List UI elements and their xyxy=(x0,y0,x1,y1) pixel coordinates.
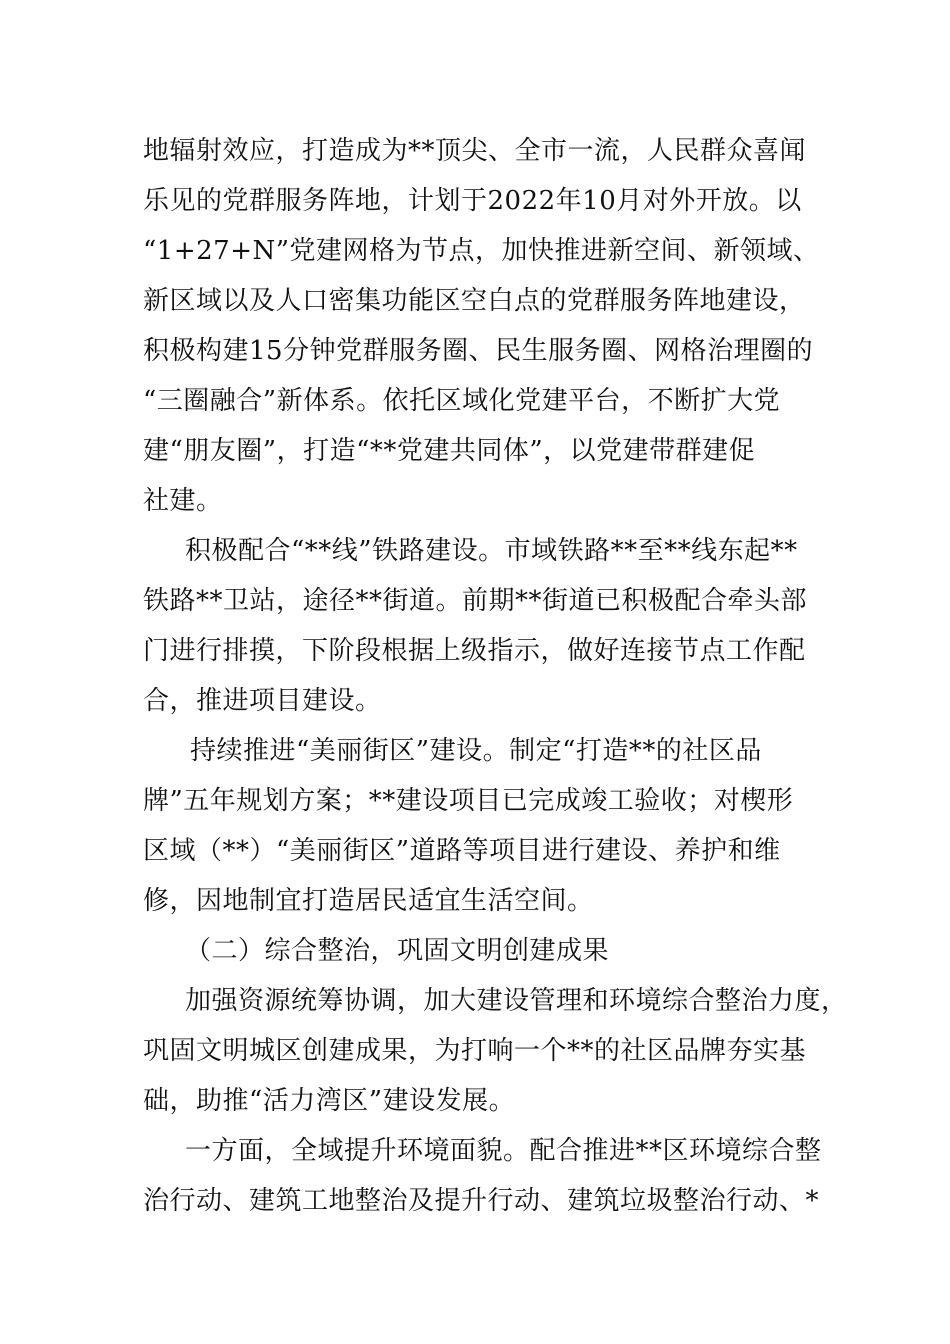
text-line: 铁路**卫站，途径**街道。前期**街道已积极配合牵头部 xyxy=(143,586,808,616)
text-line: 社建。 xyxy=(143,486,223,516)
text-line: “三圈融合”新体系。依托区域化党建平台，不断扩大党 xyxy=(143,386,781,416)
text-line: 治行动、建筑工地整治及提升行动、建筑垃圾整治行动、* xyxy=(143,1186,820,1216)
text-line: 础，助推“活力湾区”建设发展。 xyxy=(143,1086,516,1116)
text-line: 乐见的党群服务阵地，计划于2022年10月对外开放。以 xyxy=(143,186,802,216)
text-line: 新区域以及人口密集功能区空白点的党群服务阵地建设， xyxy=(143,286,806,316)
text-line: 合，推进项目建设。 xyxy=(143,686,382,716)
text-line: 区域（**）“美丽街区”道路等项目进行建设、养护和维 xyxy=(143,836,781,866)
text-line: 加强资源统筹协调，加大建设管理和环境综合整治力度， xyxy=(185,986,848,1016)
text-line: 地辐射效应，打造成为**顶尖、全市一流，人民群众喜闻 xyxy=(143,136,807,166)
text-line: 一方面，全域提升环境面貌。配合推进**区环境综合整 xyxy=(185,1136,822,1166)
text-line: 积极构建15分钟党群服务圈、民生服务圈、网格治理圈的 xyxy=(143,336,814,366)
text-line: “1+27+N”党建网格为节点，加快推进新空间、新领域、 xyxy=(143,236,820,266)
section-heading: （二）综合整治，巩固文明创建成果 xyxy=(185,936,610,966)
text-line: 持续推进“美丽街区”建设。制定“打造**的社区品 xyxy=(190,736,762,766)
text-line: 巩固文明城区创建成果，为打响一个**的社区品牌夯实基 xyxy=(143,1036,807,1066)
text-line: 门进行排摸，下阶段根据上级指示，做好连接节点工作配 xyxy=(143,636,806,666)
text-line: 积极配合“**线”铁路建设。市域铁路**至**线东起** xyxy=(185,536,798,566)
text-line: 牌”五年规划方案；**建设项目已完成竣工验收；对楔形 xyxy=(143,786,794,816)
text-line: 修，因地制宜打造居民适宜生活空间。 xyxy=(143,886,594,916)
text-line: 建“朋友圈”，打造“**党建共同体”，以党建带群建促 xyxy=(143,436,756,466)
